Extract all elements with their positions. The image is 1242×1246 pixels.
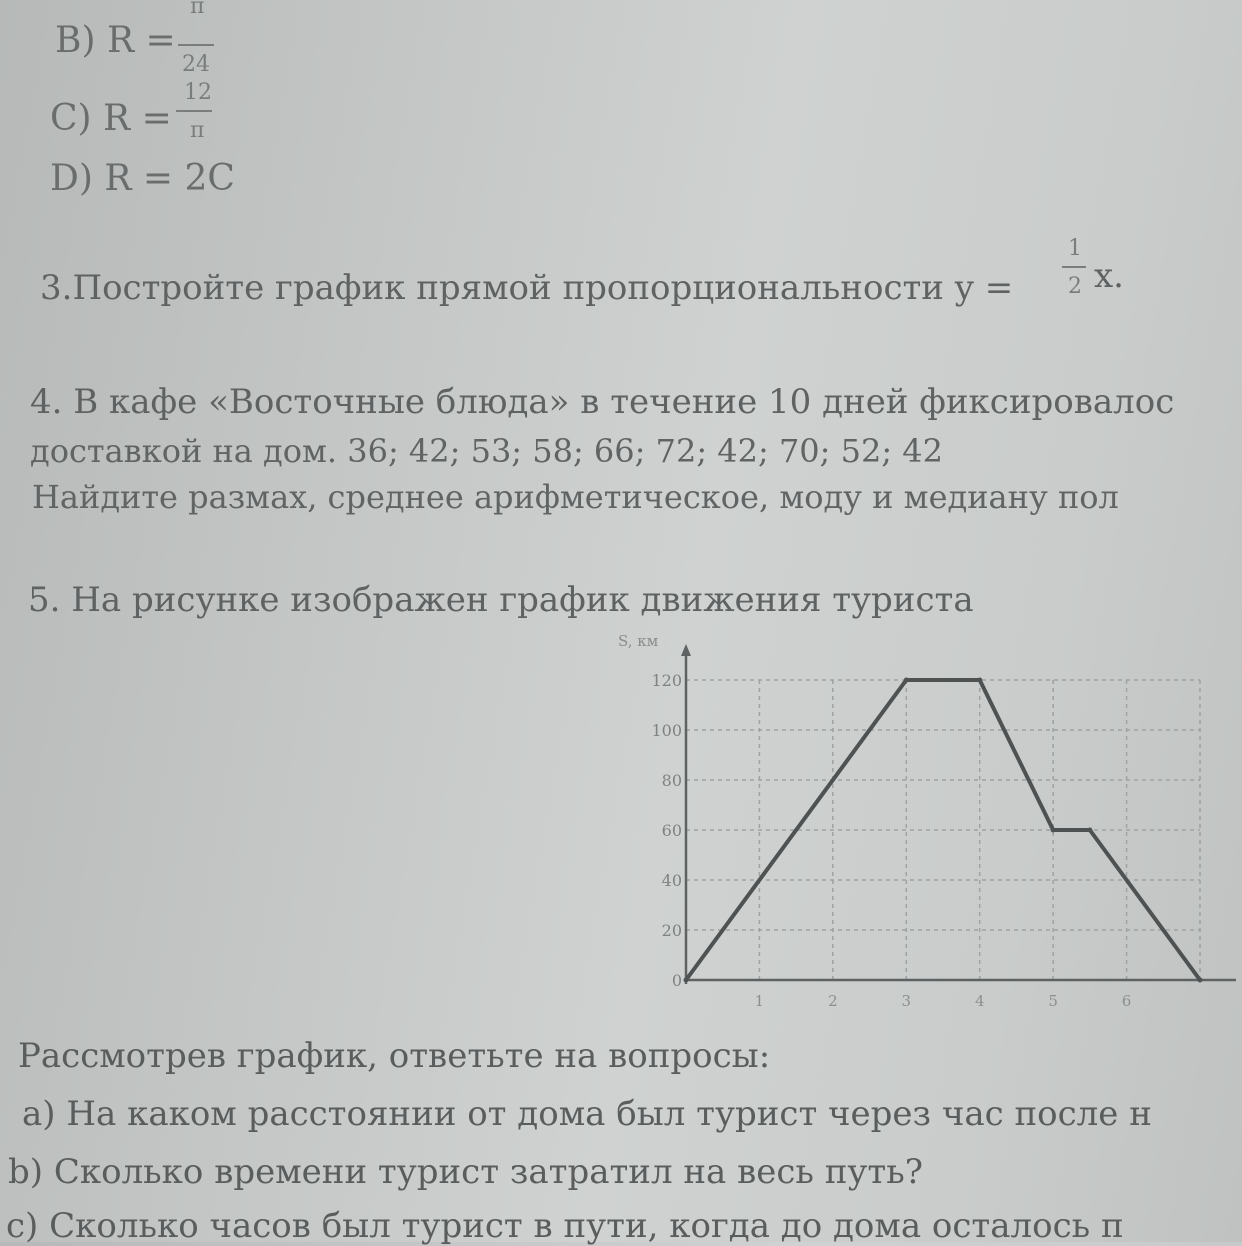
answers-intro: Рассмотрев график, ответьте на вопросы: — [18, 1036, 771, 1076]
chart-x-ticks — [755, 992, 1132, 1010]
y-tick-label: 20 — [661, 921, 682, 940]
chart-y-ticks — [651, 671, 682, 990]
question-3-tail: x. — [1094, 256, 1124, 296]
option-c — [50, 98, 172, 139]
question-3-frac-bar — [1062, 266, 1086, 268]
chart-grid — [686, 680, 1200, 980]
question-3 — [40, 268, 1013, 308]
y-tick-label: 100 — [651, 721, 682, 740]
option-c-frac-bar — [176, 110, 212, 112]
series-point — [904, 678, 909, 683]
x-tick-label: 4 — [974, 992, 985, 1010]
question-4-line2: доставкой на дом. 36; 42; 53; 58; 66; 72; 42; 70; 52; 42 — [30, 432, 943, 470]
series-point — [1087, 828, 1092, 833]
x-tick-label: 5 — [1048, 992, 1058, 1010]
series-point — [977, 678, 982, 683]
answer-b: b) Сколько времени турист затратил на весь путь? — [8, 1152, 923, 1192]
question-5: 5. На рисунке изображен график движения туриста — [28, 580, 974, 620]
series-point — [684, 978, 689, 983]
x-tick-label: 1 — [754, 992, 765, 1010]
y-tick-label: 60 — [661, 821, 682, 840]
question-3-text: 3.Постройте график прямой пропорциональности y = — [40, 268, 1014, 308]
y-tick-label: 40 — [661, 871, 682, 890]
option-c-frac-bottom: π — [190, 118, 205, 143]
x-tick-label: 6 — [1121, 992, 1132, 1010]
x-tick-label: 3 — [901, 992, 912, 1010]
question-4-line1: 4. В кафе «Восточные блюда» в течение 10 дней фиксировалос — [30, 382, 1175, 422]
series-point — [1051, 828, 1056, 833]
tourist-motion-chart — [600, 630, 1240, 1020]
option-c-frac-top: 12 — [184, 80, 212, 105]
question-3-frac-bottom: 2 — [1068, 274, 1082, 299]
y-tick-label: 80 — [661, 771, 682, 790]
question-4-line3: Найдите размах, среднее арифметическое, моду и медиану пол — [32, 478, 1119, 516]
option-b-frac-bottom: 24 — [182, 52, 210, 77]
option-b-frac-top: π — [190, 0, 205, 19]
y-axis-label: S, км — [618, 632, 659, 650]
x-tick-label: 2 — [828, 992, 838, 1010]
series-point — [1198, 978, 1203, 983]
option-b-label: B) R = — [55, 20, 176, 61]
option-d — [50, 158, 235, 199]
option-c-label: C) R = — [50, 98, 172, 139]
y-tick-label: 0 — [671, 971, 682, 990]
y-tick-label: 120 — [651, 671, 682, 690]
option-b-frac-bar — [178, 44, 214, 46]
chart-axes — [681, 644, 1236, 984]
answer-c: c) Сколько часов был турист в пути, когда до дома осталось п — [6, 1206, 1124, 1246]
answer-a: a) На каком расстоянии от дома был турист через час после н — [22, 1094, 1152, 1134]
y-axis-arrow — [681, 644, 691, 656]
option-d-label: D) R = 2C — [50, 158, 235, 199]
option-b — [55, 20, 176, 61]
question-3-frac-top: 1 — [1068, 236, 1082, 261]
